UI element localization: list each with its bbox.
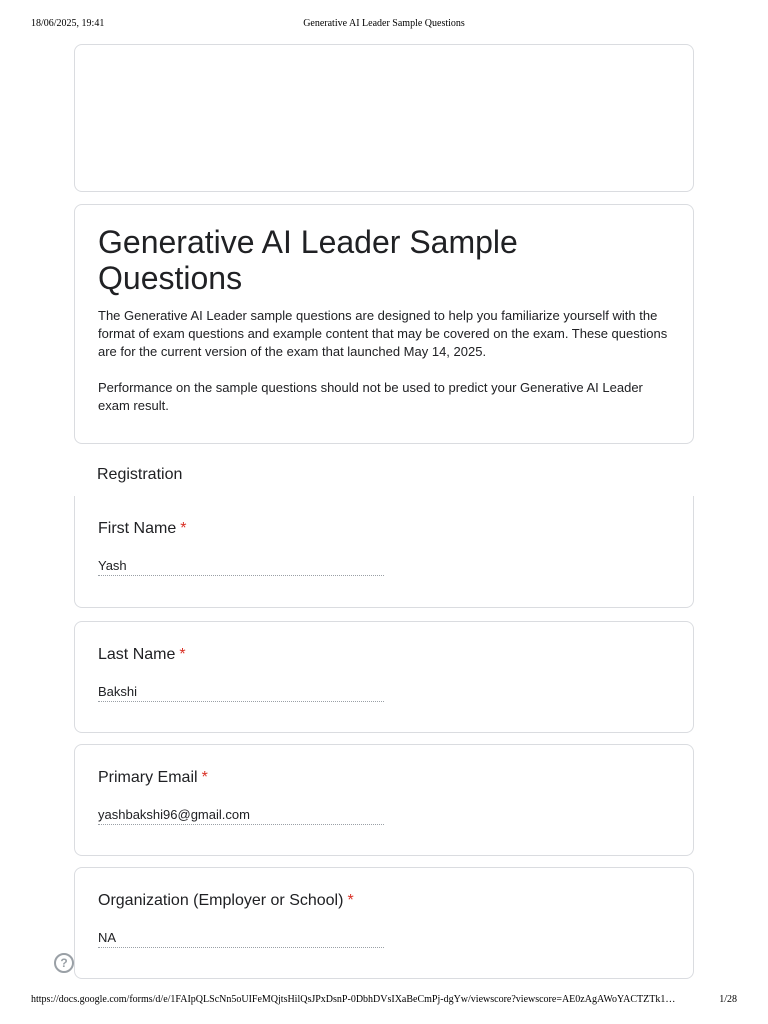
print-footer bbox=[0, 992, 768, 1008]
question-label bbox=[98, 520, 186, 538]
organization-field[interactable]: NA bbox=[98, 930, 384, 948]
question-label bbox=[98, 646, 186, 664]
print-page-number: 1/28 bbox=[719, 994, 737, 1005]
form-description-paragraph: The Generative AI Leader sample questions are designed to help you familiarize yourself with the format of exam questions and example content that may be covered on the exam. These questions are for the current version of the exam that launched May 14, 2025. bbox=[98, 308, 668, 359]
first-name-field[interactable]: Yash bbox=[98, 558, 384, 576]
question-card-organization bbox=[74, 867, 694, 979]
question-label bbox=[98, 892, 354, 910]
question-label-text: First Name bbox=[98, 520, 177, 537]
form-description-paragraph: Performance on the sample questions should not be used to predict your Generative AI Leader exam result. bbox=[98, 380, 643, 413]
form-header-banner bbox=[74, 44, 694, 192]
section-title: Registration bbox=[97, 466, 183, 483]
question-label-text: Organization (Employer or School) bbox=[98, 892, 344, 909]
required-asterisk: * bbox=[179, 646, 186, 663]
print-datetime: 18/06/2025, 19:41 bbox=[31, 18, 105, 29]
required-asterisk: * bbox=[201, 769, 208, 786]
required-asterisk: * bbox=[180, 520, 187, 537]
email-field[interactable]: yashbakshi96@gmail.com bbox=[98, 807, 384, 825]
form-title: Generative AI Leader Sample Questions bbox=[98, 224, 518, 296]
print-url: https://docs.google.com/forms/d/e/1FAIpQLScNn5oUIFeMQjtsHilQsJPxDsnP-0DbhDVsIXaBeCmPj-dgYw/viewscore?viewscore=AE0zAgAWoYACTZTk1… bbox=[31, 994, 676, 1005]
last-name-field[interactable]: Bakshi bbox=[98, 684, 384, 702]
print-header bbox=[0, 16, 768, 32]
question-label-text: Primary Email bbox=[98, 769, 198, 786]
question-card-first-name bbox=[74, 496, 694, 608]
form-title-card bbox=[74, 204, 694, 444]
required-asterisk: * bbox=[347, 892, 354, 909]
question-label bbox=[98, 769, 208, 787]
form-description bbox=[98, 307, 676, 433]
question-card-last-name bbox=[74, 621, 694, 733]
question-card-primary-email bbox=[74, 744, 694, 856]
print-document-title: Generative AI Leader Sample Questions bbox=[303, 18, 465, 29]
question-circle-icon[interactable]: ? bbox=[54, 953, 74, 973]
question-label-text: Last Name bbox=[98, 646, 176, 663]
